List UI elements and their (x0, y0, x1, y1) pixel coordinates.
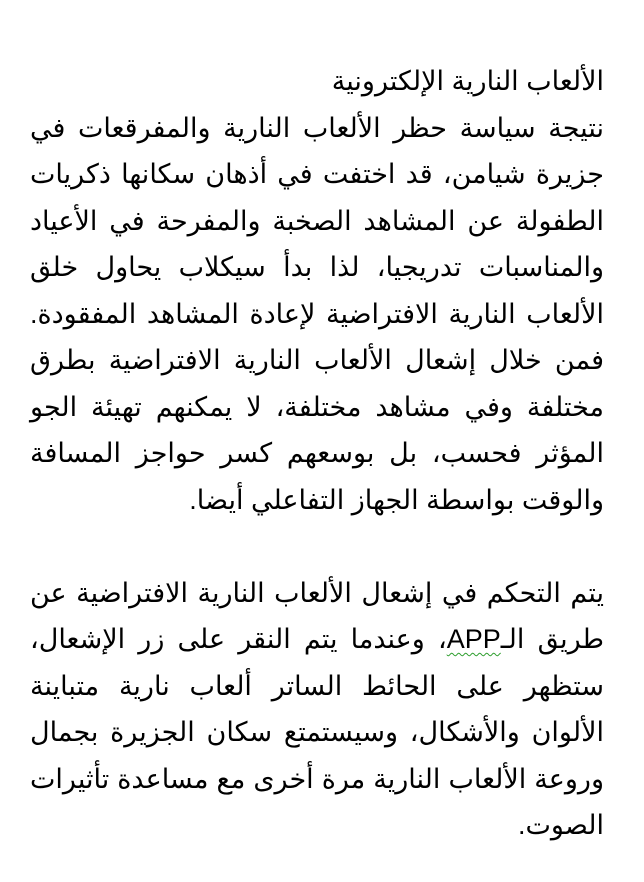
paragraph-2 (30, 570, 604, 849)
paragraph-spacer (30, 523, 604, 570)
paragraph-2-end: ، وعندما يتم النقر على زر الإشعال، ستظهر على الحائط الساتر ألعاب نارية متباينة الألوان والأشكال، وسيستمتع سكان الجزيرة بجمال وروعة الألعاب النارية مرة أخرى مع مساعدة تأثيرات الصوت. (30, 624, 604, 840)
paragraph-1: نتيجة سياسة حظر الألعاب النارية والمفرقعات في جزيرة شيامن، قد اختفت في أذهان سكانها ذكريات الطفولة عن المشاهد الصخبة والمفرحة في الأعياد والمناسبات تدريجيا، لذا بدأ سيكلاب يحاول خلق الألعاب النارية الافتراضية لإعادة المشاهد المفقودة. فمن خلال إشعال الألعاب النارية الافتراضية بطرق مختلفة وفي مشاهد مختلفة، لا يمكنهم تهيئة الجو المؤثر فحسب، بل بوسعهم كسر حواجز المسافة والوقت بواسطة الجهاز التفاعلي أيضا. (30, 112, 604, 515)
document-title: الألعاب النارية الإلكترونية (331, 66, 604, 96)
app-word: APP (446, 624, 501, 654)
paragraph-2-start: يتم التحكم في إشعال الألعاب النارية الافتراضية عن طريق الـ (30, 577, 604, 654)
document-body (30, 58, 604, 849)
